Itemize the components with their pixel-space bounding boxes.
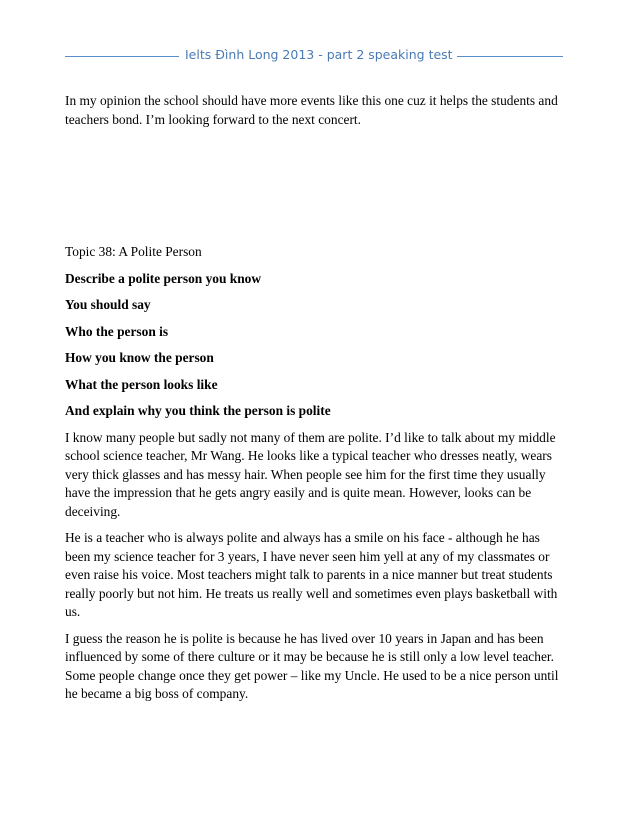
intro-paragraph: In my opinion the school should have more events like this one cuz it helps the students and teachers bond. I’m looking forward to the next concert. — [65, 93, 558, 127]
page-header — [65, 44, 563, 68]
header-title: Ielts Đình Long 2013 - part 2 speaking test — [185, 47, 453, 62]
prompt-line: Describe a polite person you know — [65, 270, 262, 286]
answer-paragraph: He is a teacher who is always polite and always has a smile on his face - although he has been my science teacher for 3 years, I have never seen him yell at any of my classmates or even raise his voice. Most teachers might talk to parents in a nice manner but treat students really poorly but not him. He treats us really well and sometimes even plays basketball with us. — [65, 530, 558, 619]
answer-paragraph: I know many people but sadly not many of them are polite. I’d like to talk about my middle school science teacher, Mr Wang. He looks like a typical teacher who dresses neatly, wears very thick glasses and has messy hair. When people see him for the first time they usually have the impression that he gets angry easily and is quite mean. However, looks can be deceiving. — [65, 429, 556, 519]
topic-section — [65, 243, 565, 712]
prompt-line: And explain why you think the person is polite — [65, 403, 331, 418]
prompt-line: How you know the person — [65, 350, 214, 365]
header-rule-right — [457, 56, 563, 57]
prompt-line: What the person looks like — [65, 376, 218, 392]
intro-section — [65, 92, 565, 129]
prompt-line: Who the person is — [65, 323, 169, 339]
topic-title: Topic 38: A Polite Person — [65, 244, 202, 259]
header-rule-left — [65, 56, 179, 57]
prompt-line: You should say — [65, 297, 151, 312]
answer-paragraph: I guess the reason he is polite is because he has lived over 10 years in Japan and has been influenced by some of there culture or it may be because he is still only a low level teacher. Some people change once they get power – like my Uncle. He used to be a nice person until he became a big boss of company. — [65, 630, 559, 701]
